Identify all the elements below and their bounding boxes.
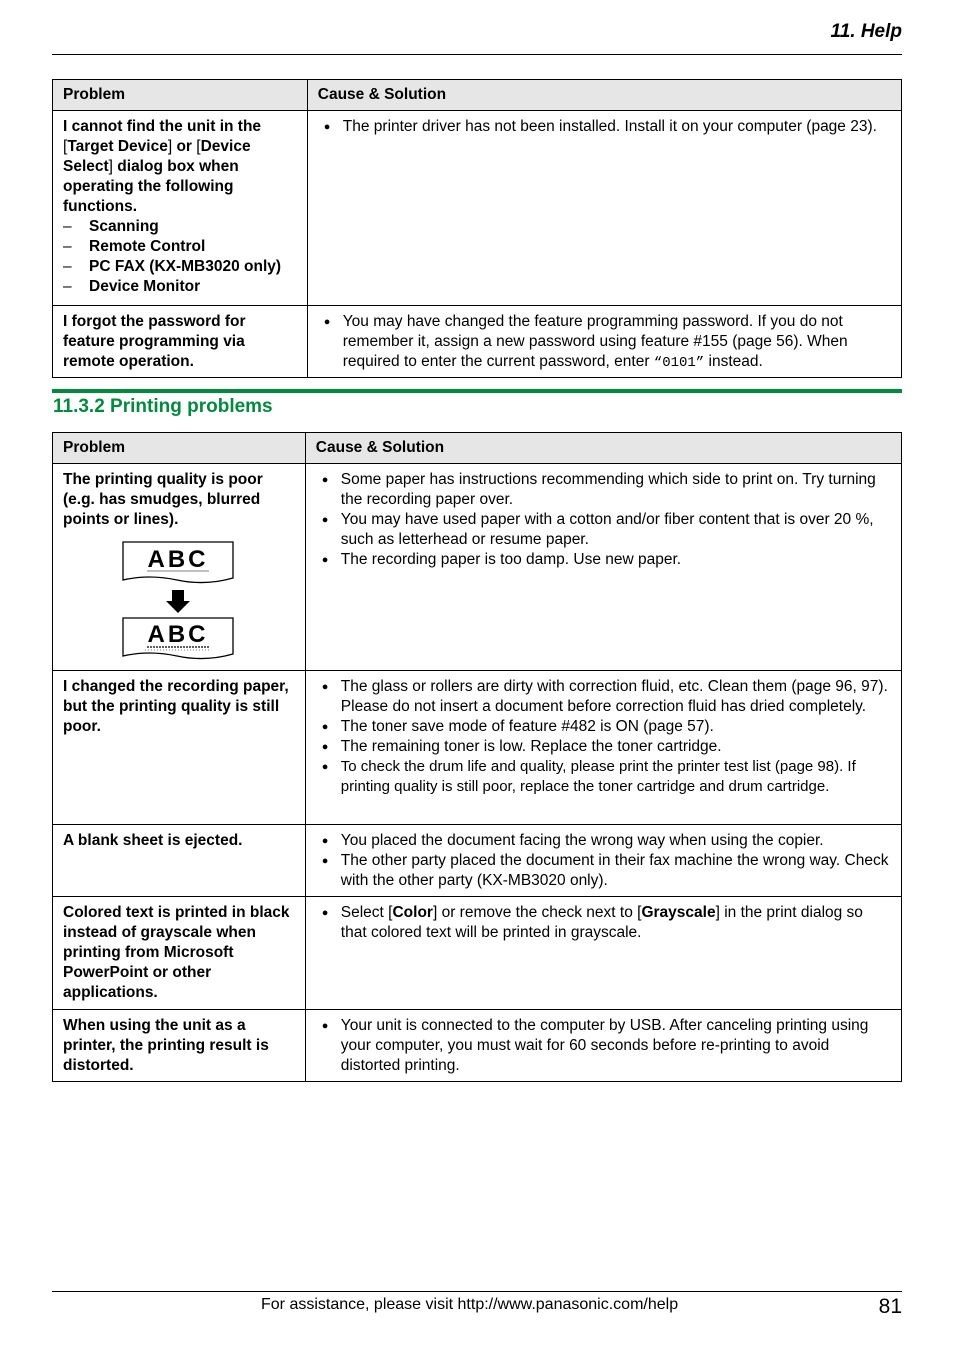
solution-cell (305, 671, 901, 825)
problem-cell: I forgot the password for feature programming via remote operation. (53, 306, 308, 378)
solution-list (316, 117, 893, 137)
column-header-problem: Problem (53, 433, 306, 464)
solution-cell (305, 464, 901, 671)
list-item: ● The toner save mode of feature #482 is ON (page 57). (314, 717, 893, 737)
solution-cell (305, 825, 901, 897)
list-item: ● The other party placed the document in their fax machine the wrong way. Check with the other party (KX-MB3020 only). (314, 851, 893, 891)
solution-cell (307, 111, 901, 306)
solution-list (314, 903, 893, 943)
problem-cell: Colored text is printed in black instead of grayscale when printing from Microsoft PowerPoint or other applications. (53, 897, 306, 1010)
section-divider (52, 389, 902, 393)
problem-text: The printing quality is poor (e.g. has smudges, blurred points or lines). (63, 471, 263, 528)
table-header-row (53, 433, 902, 464)
table-row (53, 111, 902, 306)
sample-text-top: ABC (147, 546, 209, 573)
troubleshooting-table-1 (52, 79, 902, 378)
list-item: ● The remaining toner is low. Replace the toner cartridge. (314, 737, 893, 757)
list-item: ● Some paper has instructions recommending which side to print on. Try turning the recording paper over. (314, 470, 893, 510)
problem-cell (53, 111, 308, 306)
solution-list (316, 312, 893, 373)
table-row (53, 671, 902, 825)
list-item: ● You placed the document facing the wrong way when using the copier. (314, 831, 893, 851)
section-title: 11.3.2 Printing problems (53, 396, 273, 417)
list-item: ● To check the drum life and quality, please print the printer test list (page 98). If printing quality is still poor, replace the toner cartridge and drum cartridge. (314, 757, 893, 797)
table-row (53, 464, 902, 671)
table-row (53, 1010, 902, 1082)
list-item: ● Your unit is connected to the computer by USB. After canceling printing using your computer, you must wait for 60 seconds before re-printing to avoid distorted printing. (314, 1016, 893, 1076)
column-header-solution: Cause & Solution (305, 433, 901, 464)
good-print-sample (123, 542, 233, 583)
page-number: 81 (878, 1295, 902, 1318)
list-item: – PC FAX (KX-MB3020 only) (63, 257, 297, 277)
column-header-solution: Cause & Solution (307, 80, 901, 111)
color-option-label: Color (392, 904, 433, 921)
solution-cell (305, 897, 901, 1010)
solution-list (314, 470, 893, 570)
solution-cell (305, 1010, 901, 1082)
bracket: ] (167, 138, 173, 155)
problem-cell (53, 464, 306, 671)
bracket: [ (388, 904, 393, 921)
solution-text: Select (340, 904, 389, 921)
sample-text-bottom: ABC (147, 621, 209, 648)
list-item (316, 312, 893, 373)
bracket: [ (63, 138, 68, 155)
list-item: – Device Monitor (63, 277, 297, 297)
list-item: ● You may have used paper with a cotton and/or fiber content that is over 20 %, such as letterhead or resume paper. (314, 510, 893, 550)
bracket: ] (432, 904, 438, 921)
chapter-title: 11. Help (830, 21, 902, 42)
problem-cell: A blank sheet is ejected. (53, 825, 306, 897)
solution-text: instead. (704, 353, 763, 370)
solution-list (314, 1016, 893, 1076)
list-item (314, 903, 893, 943)
problem-text: I cannot find the unit in the (63, 118, 262, 135)
table-row (53, 825, 902, 897)
bracket: ] (715, 904, 720, 921)
target-device-label: Target Device (67, 138, 168, 155)
page-header (52, 20, 902, 55)
list-item: ● The glass or rollers are dirty with correction fluid, etc. Clean them (page 96, 97). Please do not insert a document before correction fluid has dried completely. (314, 677, 893, 717)
solution-text: or remove the check next to (437, 904, 638, 921)
problem-cell: I changed the recording paper, but the printing quality is still poor. (53, 671, 306, 825)
device-select-label: Device Select (63, 138, 251, 175)
list-item: – Remote Control (63, 237, 297, 257)
solution-list (314, 677, 893, 797)
solution-text: You may have changed the feature programming password. If you do not remember it, assign a new password using feature #155 (page 56). When required to enter the current password, enter (342, 313, 848, 370)
problem-text: or (172, 138, 197, 155)
problem-cell: When using the unit as a printer, the printing result is distorted. (53, 1010, 306, 1082)
solution-cell (307, 306, 901, 378)
function-list (63, 217, 297, 297)
bracket: [ (196, 138, 201, 155)
footer-divider (52, 1291, 902, 1292)
solution-text: in the print dialog so that colored text will be printed in grayscale. (340, 904, 863, 941)
assistance-text: For assistance, please visit http://www.panasonic.com/help (261, 1296, 679, 1313)
troubleshooting-table-2 (52, 432, 902, 1082)
table-header-row (53, 80, 902, 111)
problem-text: dialog box when operating the following functions. (63, 158, 239, 215)
table-row (53, 897, 902, 1010)
grayscale-option-label: Grayscale (641, 904, 716, 921)
solution-list (314, 831, 893, 891)
down-arrow-icon (166, 590, 190, 613)
table-row (53, 306, 902, 378)
list-item: – Scanning (63, 217, 297, 237)
column-header-problem: Problem (53, 80, 308, 111)
poor-print-sample (123, 618, 233, 659)
bracket: [ (637, 904, 642, 921)
password-code: “0101” (653, 355, 705, 371)
list-item: ● The printer driver has not been installed. Install it on your computer (page 23). (316, 117, 893, 137)
list-item: ● The recording paper is too damp. Use new paper. (314, 550, 893, 570)
bracket: ] (108, 158, 113, 175)
print-quality-illustration (121, 540, 236, 666)
